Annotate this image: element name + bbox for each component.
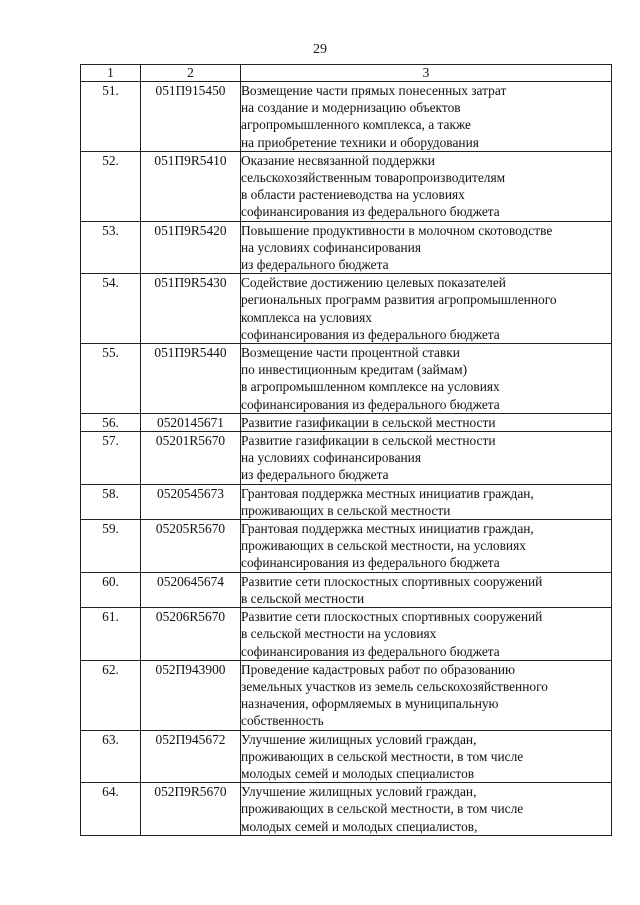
table-row <box>81 274 612 344</box>
budget-code-cell: 052П945672 <box>141 730 241 783</box>
row-number-cell: 58. <box>81 484 141 519</box>
page-number: 29 <box>313 42 327 57</box>
budget-code-cell: 05206R5670 <box>141 608 241 661</box>
column-header-2: 2 <box>141 65 241 82</box>
description-cell: Развитие сети плоскостных спортивных сооружений в сельской местности на условиях софинансирования из федерального бюджета <box>241 608 612 661</box>
table-row <box>81 783 612 836</box>
column-header-1: 1 <box>81 65 141 82</box>
row-number-cell: 51. <box>81 82 141 152</box>
budget-code-cell: 051П9R5430 <box>141 274 241 344</box>
row-number-cell: 61. <box>81 608 141 661</box>
description-cell: Содействие достижению целевых показателей региональных программ развития агропромышленного комплекса на условиях софинансирования из федерального бюджета <box>241 274 612 344</box>
budget-code-cell: 052П943900 <box>141 660 241 730</box>
description-cell: Проведение кадастровых работ по образованию земельных участков из земель сельскохозяйственного назначения, оформляемых в муниципальную собственность <box>241 660 612 730</box>
description-cell: Оказание несвязанной поддержки сельскохозяйственным товаропроизводителям в области растениеводства на условиях софинансирования из федерального бюджета <box>241 151 612 221</box>
table-row <box>81 660 612 730</box>
row-number-cell: 56. <box>81 413 141 431</box>
budget-code-cell: 0520145671 <box>141 413 241 431</box>
table-row <box>81 432 612 485</box>
row-number-cell: 54. <box>81 274 141 344</box>
budget-code-cell: 05205R5670 <box>141 520 241 573</box>
row-number-cell: 52. <box>81 151 141 221</box>
budget-code-cell: 051П9R5440 <box>141 344 241 414</box>
description-cell: Улучшение жилищных условий граждан, проживающих в сельской местности, в том числе молодых семей и молодых специалистов, <box>241 783 612 836</box>
table-header-row <box>81 65 612 82</box>
description-cell: Грантовая поддержка местных инициатив граждан, проживающих в сельской местности <box>241 484 612 519</box>
budget-code-cell: 051П915450 <box>141 82 241 152</box>
table-row <box>81 344 612 414</box>
description-cell: Развитие сети плоскостных спортивных сооружений в сельской местности <box>241 572 612 607</box>
budget-code-cell: 051П9R5410 <box>141 151 241 221</box>
budget-code-cell: 0520545673 <box>141 484 241 519</box>
description-cell: Развитие газификации в сельской местности <box>241 413 612 431</box>
description-cell: Развитие газификации в сельской местности на условиях софинансирования из федерального бюджета <box>241 432 612 485</box>
row-number-cell: 62. <box>81 660 141 730</box>
row-number-cell: 57. <box>81 432 141 485</box>
budget-code-cell: 051П9R5420 <box>141 221 241 274</box>
table-row <box>81 151 612 221</box>
row-number-cell: 53. <box>81 221 141 274</box>
table-row <box>81 730 612 783</box>
row-number-cell: 63. <box>81 730 141 783</box>
table-row <box>81 82 612 152</box>
budget-codes-table <box>80 64 612 836</box>
table-row <box>81 520 612 573</box>
column-header-3: 3 <box>241 65 612 82</box>
budget-code-cell: 0520645674 <box>141 572 241 607</box>
row-number-cell: 64. <box>81 783 141 836</box>
row-number-cell: 60. <box>81 572 141 607</box>
description-cell: Улучшение жилищных условий граждан, проживающих в сельской местности, в том числе молодых семей и молодых специалистов <box>241 730 612 783</box>
row-number-cell: 59. <box>81 520 141 573</box>
table-row <box>81 221 612 274</box>
row-number-cell: 55. <box>81 344 141 414</box>
budget-code-cell: 052П9R5670 <box>141 783 241 836</box>
description-cell: Грантовая поддержка местных инициатив граждан, проживающих в сельской местности, на условиях софинансирования из федерального бюджета <box>241 520 612 573</box>
table-row <box>81 484 612 519</box>
table-row <box>81 572 612 607</box>
description-cell: Повышение продуктивности в молочном скотоводстве на условиях софинансирования из федерального бюджета <box>241 221 612 274</box>
description-cell: Возмещение части процентной ставки по инвестиционным кредитам (займам) в агропромышленном комплексе на условиях софинансирования из федерального бюджета <box>241 344 612 414</box>
table-row <box>81 413 612 431</box>
table-row <box>81 608 612 661</box>
description-cell: Возмещение части прямых понесенных затрат на создание и модернизацию объектов агропромышленного комплекса, а также на приобретение техники и оборудования <box>241 82 612 152</box>
budget-code-cell: 05201R5670 <box>141 432 241 485</box>
